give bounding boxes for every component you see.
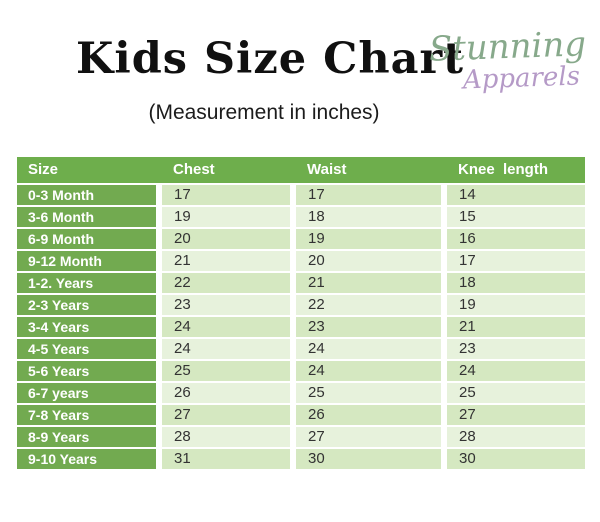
waist-cell: 26 [296, 405, 441, 425]
chest-cell: 20 [162, 229, 290, 249]
brand-subname: Apparels [462, 61, 581, 96]
knee-length-cell: 23 [447, 339, 585, 359]
table-row [17, 185, 585, 205]
knee-length-cell: 30 [447, 449, 585, 469]
waist-cell: 18 [296, 207, 441, 227]
waist-cell: 21 [296, 273, 441, 293]
page-title: Kids Size Chart [76, 34, 464, 84]
knee-length-cell: 28 [447, 427, 585, 447]
table-row [17, 427, 585, 447]
size-cell: 6-9 Month [17, 229, 156, 249]
table-row [17, 383, 585, 403]
size-table-body [17, 185, 585, 469]
table-row [17, 229, 585, 249]
waist-cell: 30 [296, 449, 441, 469]
chest-cell: 28 [162, 427, 290, 447]
waist-cell: 27 [296, 427, 441, 447]
waist-cell: 23 [296, 317, 441, 337]
table-row [17, 339, 585, 359]
chest-cell: 23 [162, 295, 290, 315]
size-cell: 3-6 Month [17, 207, 156, 227]
chest-cell: 19 [162, 207, 290, 227]
chest-cell: 24 [162, 317, 290, 337]
column-header-waist-cell: Waist [307, 161, 347, 178]
size-cell: 9-10 Years [17, 449, 156, 469]
page-subtitle: (Measurement in inches) [148, 101, 380, 124]
knee-length-cell: 17 [447, 251, 585, 271]
column-header-size-cell: Size [28, 161, 59, 178]
chest-cell: 17 [162, 185, 290, 205]
size-table [17, 157, 585, 469]
chest-cell: 31 [162, 449, 290, 469]
knee-length-cell: 16 [447, 229, 585, 249]
size-cell: 9-12 Month [17, 251, 156, 271]
table-row [17, 207, 585, 227]
size-cell: 5-6 Years [17, 361, 156, 381]
size-cell: 1-2. Years [17, 273, 156, 293]
waist-cell: 20 [296, 251, 441, 271]
size-table-header [17, 157, 585, 183]
brand-logo [425, 24, 590, 96]
chest-cell: 22 [162, 273, 290, 293]
waist-cell: 24 [296, 361, 441, 381]
size-cell: 2-3 Years [17, 295, 156, 315]
size-cell: 3-4 Years [17, 317, 156, 337]
knee-length-cell: 19 [447, 295, 585, 315]
waist-cell: 25 [296, 383, 441, 403]
waist-cell: 17 [296, 185, 441, 205]
size-cell: 4-5 Years [17, 339, 156, 359]
chest-cell: 24 [162, 339, 290, 359]
knee-length-cell: 18 [447, 273, 585, 293]
column-header-chest-cell: Chest [173, 161, 215, 178]
size-cell: 0-3 Month [17, 185, 156, 205]
knee-length-cell: 21 [447, 317, 585, 337]
table-row [17, 361, 585, 381]
size-cell: 8-9 Years [17, 427, 156, 447]
chest-cell: 26 [162, 383, 290, 403]
knee-length-cell: 15 [447, 207, 585, 227]
table-row [17, 295, 585, 315]
chest-cell: 25 [162, 361, 290, 381]
knee-length-cell: 27 [447, 405, 585, 425]
chest-cell: 27 [162, 405, 290, 425]
column-header-knee-length-cell: Knee length [458, 161, 549, 178]
size-cell: 7-8 Years [17, 405, 156, 425]
table-row [17, 317, 585, 337]
knee-length-cell: 24 [447, 361, 585, 381]
size-cell: 6-7 years [17, 383, 156, 403]
brand-name: Stunning [428, 24, 587, 70]
waist-cell: 24 [296, 339, 441, 359]
knee-length-cell: 25 [447, 383, 585, 403]
table-row [17, 449, 585, 469]
chest-cell: 21 [162, 251, 290, 271]
knee-length-cell: 14 [447, 185, 585, 205]
table-row [17, 273, 585, 293]
waist-cell: 19 [296, 229, 441, 249]
table-row [17, 251, 585, 271]
waist-cell: 22 [296, 295, 441, 315]
table-row [17, 405, 585, 425]
